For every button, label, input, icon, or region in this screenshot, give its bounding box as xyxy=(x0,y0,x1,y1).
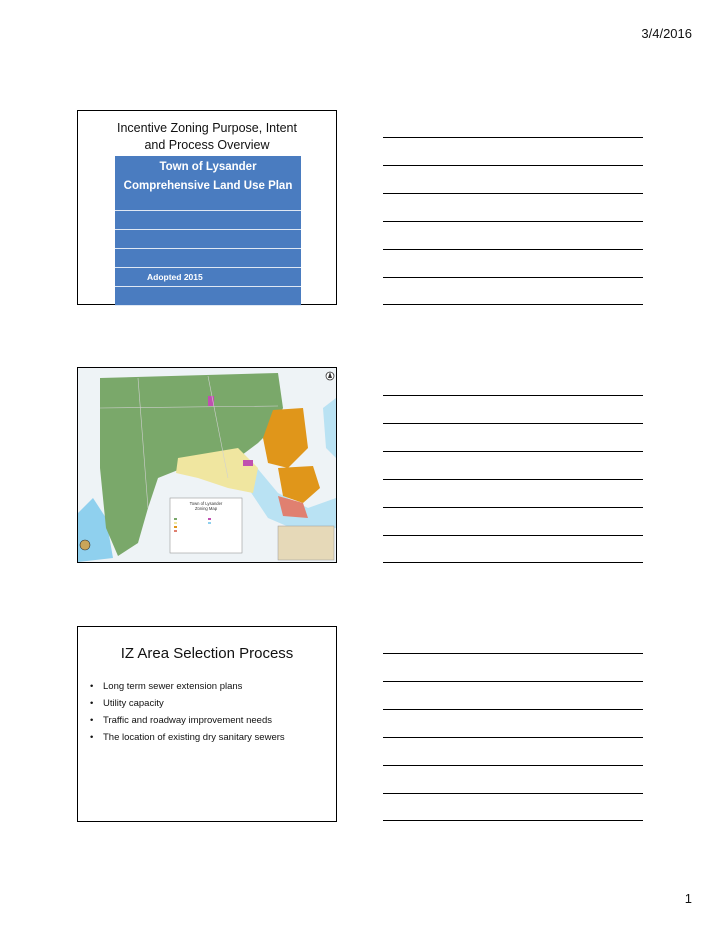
note-line xyxy=(383,193,643,194)
note-line xyxy=(383,562,643,563)
note-line xyxy=(383,137,643,138)
note-line xyxy=(383,820,643,821)
slide-1-title: Incentive Zoning Purpose, Intent and Process Overview xyxy=(117,121,297,152)
slide-2-thumbnail xyxy=(77,367,337,563)
bullet-item: • Long term sewer extension plans xyxy=(90,678,336,695)
note-line xyxy=(383,395,643,396)
note-line xyxy=(383,277,643,278)
zoning-map-title: Town of Lysander xyxy=(189,501,223,506)
note-line xyxy=(383,304,643,305)
note-line xyxy=(383,765,643,766)
slide-3-bullet-list xyxy=(90,678,336,746)
note-line xyxy=(383,709,643,710)
note-line xyxy=(383,793,643,794)
note-line xyxy=(383,653,643,654)
note-line xyxy=(383,681,643,682)
note-line xyxy=(383,479,643,480)
page-number: 1 xyxy=(684,891,692,906)
header-date: 3/4/2016 xyxy=(641,26,692,41)
plan-cover-line2: Comprehensive Land Use Plan xyxy=(123,180,293,192)
plan-cover-blank-row xyxy=(115,230,301,249)
note-line xyxy=(383,165,643,166)
bullet-item: • Traffic and roadway improvement needs xyxy=(90,712,336,729)
plan-cover-blank-row xyxy=(115,249,301,268)
note-line xyxy=(383,535,643,536)
plan-cover-table xyxy=(115,156,301,306)
slide-3-thumbnail xyxy=(77,626,337,822)
slide-1-thumbnail xyxy=(77,110,337,305)
plan-cover-adopted: Adopted 2015 xyxy=(115,268,301,287)
zoning-map-image xyxy=(78,368,336,562)
note-line xyxy=(383,423,643,424)
note-line xyxy=(383,249,643,250)
zoning-map-subtitle: Zoning Map xyxy=(194,506,218,511)
note-line xyxy=(383,737,643,738)
plan-cover-line1: Town of Lysander xyxy=(159,161,257,173)
note-line xyxy=(383,221,643,222)
plan-cover-blank-row xyxy=(115,211,301,230)
note-line xyxy=(383,451,643,452)
bullet-item: • The location of existing dry sanitary sewers xyxy=(90,729,336,746)
plan-cover-blank-row xyxy=(115,287,301,306)
slide-3-title: IZ Area Selection Process xyxy=(120,645,294,662)
bullet-item: • Utility capacity xyxy=(90,695,336,712)
plan-cover-heading xyxy=(115,156,301,211)
note-line xyxy=(383,507,643,508)
